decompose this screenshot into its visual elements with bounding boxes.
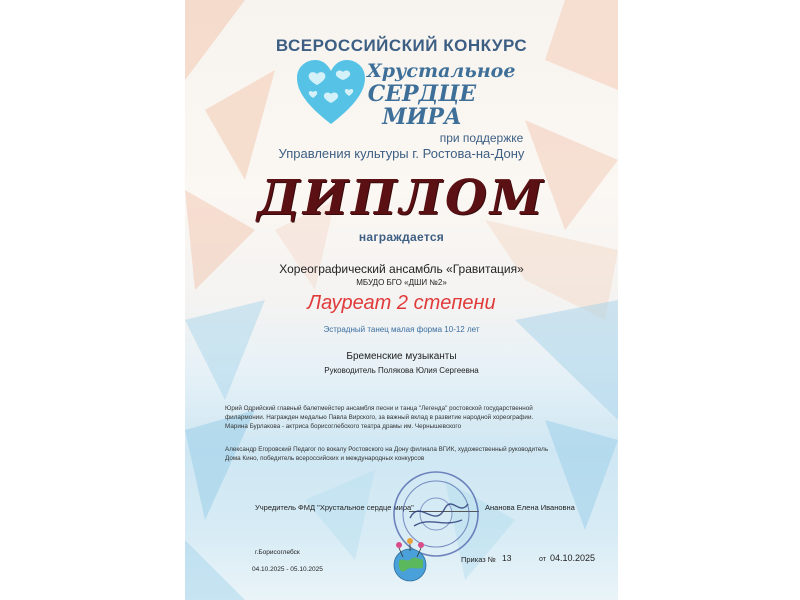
- signatory-name: Ананова Елена Ивановна: [485, 503, 575, 512]
- logo-text-line3: МИРА: [382, 104, 462, 130]
- school-name: МБУДО БГО «ДШИ №2»: [356, 278, 447, 287]
- ensemble-name: Хореографический ансамбль «Гравитация»: [279, 262, 524, 276]
- logo-text-line2: СЕРДЦЕ: [367, 81, 477, 107]
- support-line2: Управления культуры г. Ростова-на-Дону: [278, 146, 525, 161]
- laureate-title: Лауреат 2 степени: [307, 292, 496, 314]
- order-number: 13: [502, 553, 512, 563]
- city-label: г.Борисоглебск: [255, 549, 300, 556]
- event-dates: 04.10.2025 - 05.10.2025: [252, 566, 323, 573]
- founder-label: Учредитель ФМД "Хрустальное сердце мира": [255, 503, 414, 512]
- order-date: 04.10.2025: [550, 553, 596, 563]
- support-line1: при поддержке: [439, 131, 524, 145]
- order-label: Приказ №: [461, 555, 496, 564]
- category-label: Эстрадный танец малая форма 10-12 лет: [323, 325, 480, 334]
- jury-paragraph-2: Александр Егоровский Педагог по вокалу Ростовского на Дону филиала ВГИК, художественный руководитель Дома Кино, победитель всероссийских и международных конкурсов: [225, 446, 549, 462]
- leader-name: Руководитель Полякова Юлия Сергеевна: [324, 366, 479, 375]
- jury-paragraph-1: Юрий Одрийский главный балетмейстер ансамбля песни и танца "Легенда" ростовской государственной филармонии. Награжден медалью Павла Вирского, за важный вклад в развитие народной хореографии. Марина Бурлакова - актриса борисоглебского театра драмы им. Чернышевского: [225, 405, 534, 430]
- diploma-title: ДИПЛОМ: [257, 170, 546, 226]
- contest-heading: ВСЕРОССИЙСКИЙ КОНКУРС: [275, 36, 528, 55]
- performance-title: Бременские музыканты: [346, 351, 457, 362]
- awarded-label: награждается: [358, 230, 445, 244]
- order-from-label: от: [539, 556, 546, 563]
- logo-text-line1: Хрустальное: [367, 60, 516, 82]
- diploma-page: [185, 0, 618, 600]
- globe-emblem: [385, 535, 435, 585]
- crystal-heart-logo: [295, 58, 367, 126]
